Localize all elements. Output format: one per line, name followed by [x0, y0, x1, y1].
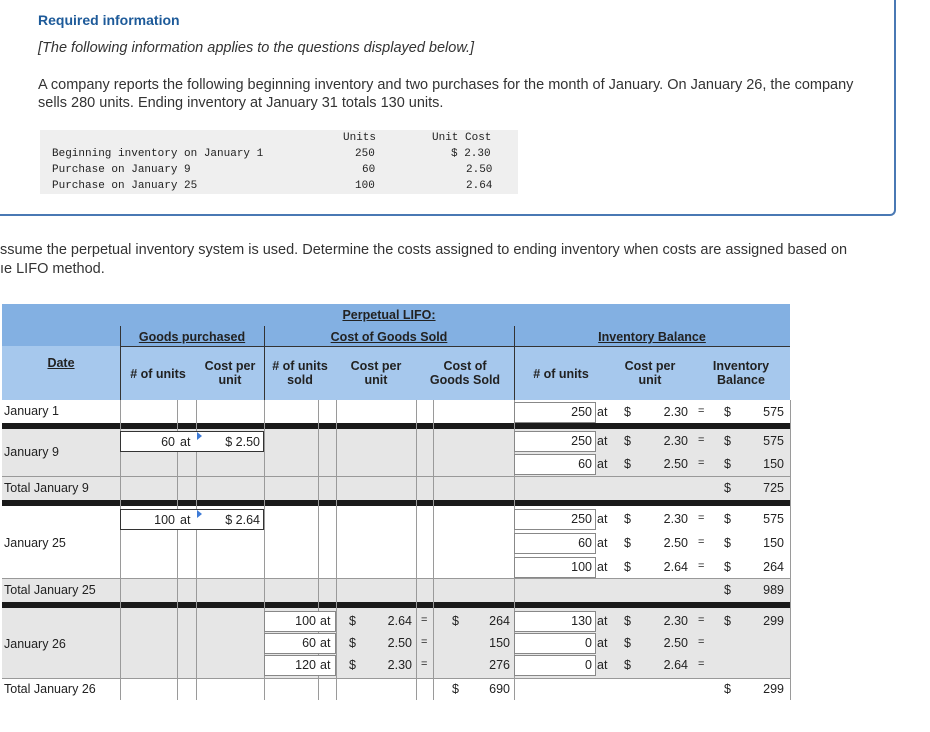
equals-sign: =: [698, 405, 705, 417]
cogs-total: 690: [489, 682, 510, 696]
dollar-sign: $: [349, 636, 356, 650]
dollar-sign: $: [452, 614, 459, 628]
dt-label: Beginning inventory on January 1: [52, 148, 264, 160]
units-sold: 60: [302, 636, 316, 650]
dollar-sign: $: [724, 481, 731, 495]
required-info-title: Required information: [38, 12, 180, 28]
equals-sign: =: [421, 614, 428, 626]
dollar-sign: $: [724, 405, 731, 419]
dt-label: Purchase on January 25: [52, 180, 198, 192]
units-sold: 120: [295, 658, 316, 672]
purchase-units: 60: [161, 435, 175, 449]
inventory-cost: 2.30: [663, 434, 688, 448]
dollar-sign: $: [724, 536, 731, 550]
purchase-cost: $ 2.64: [225, 513, 260, 527]
dollar-sign: $: [624, 434, 631, 448]
question-text: ssume the perpetual inventory system is used. Determine the costs assigned to ending inventory when costs are assigned based on ıe LIFO method.: [0, 242, 848, 277]
total-balance: 989: [763, 583, 784, 597]
dollar-sign: $: [724, 614, 731, 628]
row-label: Total January 9: [4, 481, 89, 495]
dollar-sign: $: [724, 512, 731, 526]
total-balance: 299: [763, 682, 784, 696]
inventory-units: 60: [578, 536, 592, 550]
at-label: at: [597, 512, 608, 526]
inventory-balance: 299: [763, 614, 784, 628]
purchase-units: 100: [154, 513, 175, 527]
header-cogs: Cost of Goods Sold: [330, 330, 448, 344]
dt-units: 100: [355, 180, 375, 192]
dt-units: 250: [355, 148, 375, 160]
equals-sign: =: [698, 536, 705, 548]
at-label: at: [320, 658, 331, 672]
equals-sign: =: [421, 636, 428, 648]
inventory-units: 250: [571, 512, 592, 526]
inventory-cost: 2.30: [663, 405, 688, 419]
inventory-balance: 575: [763, 512, 784, 526]
dt-cost: 2.64: [466, 180, 493, 192]
dollar-sign: $: [624, 614, 631, 628]
cogs-amount: 276: [489, 658, 510, 672]
at-label: at: [597, 434, 608, 448]
header-title: Perpetual LIFO:: [342, 308, 436, 322]
dt-units: 60: [362, 164, 376, 176]
at-label: at: [597, 536, 608, 550]
dollar-sign: $: [624, 405, 631, 419]
equals-sign: =: [698, 560, 705, 572]
dt-cost: $ 2.30: [451, 148, 491, 160]
at-label: at: [597, 457, 608, 471]
units-sold: 100: [295, 614, 316, 628]
given-data-table: [40, 130, 518, 194]
equals-sign: =: [698, 658, 705, 670]
inventory-cost: 2.64: [663, 658, 688, 672]
dollar-sign: $: [349, 658, 356, 672]
sold-cost: 2.64: [387, 614, 412, 628]
row-label: Total January 26: [4, 682, 96, 696]
at-label: at: [597, 614, 608, 628]
inventory-cost: 2.50: [663, 457, 688, 471]
header-inventory-balance: Inventory Balance: [598, 330, 706, 344]
equals-sign: =: [698, 636, 705, 648]
inventory-units: 100: [571, 560, 592, 574]
at-label: at: [180, 513, 191, 527]
intro-text: A company reports the following beginning inventory and two purchases for the month of January. On January 26, the company sells 280 units. Ending inventory at January 31 totals 130 units.: [38, 77, 854, 111]
dollar-sign: $: [349, 614, 356, 628]
row-label: Total January 25: [4, 583, 96, 597]
inventory-balance: 264: [763, 560, 784, 574]
inventory-cost: 2.30: [663, 512, 688, 526]
row-label: January 26: [4, 637, 66, 651]
header-goods-purchased: Goods purchased: [138, 330, 246, 344]
cogs-amount: 150: [489, 636, 510, 650]
header-date: Date: [47, 356, 75, 370]
inventory-units: 250: [571, 434, 592, 448]
dollar-sign: $: [724, 583, 731, 597]
at-label: at: [597, 636, 608, 650]
cogs-amount: 264: [489, 614, 510, 628]
inventory-cost: 2.64: [663, 560, 688, 574]
dollar-sign: $: [624, 457, 631, 471]
row-label: January 1: [4, 404, 59, 418]
inventory-units: 0: [585, 658, 592, 672]
inventory-units: 60: [578, 457, 592, 471]
inventory-balance: 575: [763, 405, 784, 419]
equals-sign: =: [698, 614, 705, 626]
dollar-sign: $: [452, 682, 459, 696]
sold-cost: 2.50: [387, 636, 412, 650]
units-header: Units: [343, 132, 377, 144]
dollar-sign: $: [624, 560, 631, 574]
purchase-cost: $ 2.50: [225, 435, 260, 449]
at-label: at: [320, 614, 331, 628]
equals-sign: =: [698, 434, 705, 446]
dt-label: Purchase on January 9: [52, 164, 191, 176]
inventory-balance: 150: [763, 457, 784, 471]
inventory-balance: 575: [763, 434, 784, 448]
at-label: at: [597, 560, 608, 574]
row-label: January 9: [4, 445, 59, 459]
dollar-sign: $: [724, 682, 731, 696]
inventory-units: 0: [585, 636, 592, 650]
inventory-units: 130: [571, 614, 592, 628]
dollar-sign: $: [624, 636, 631, 650]
inventory-cost: 2.50: [663, 636, 688, 650]
dollar-sign: $: [624, 536, 631, 550]
dollar-sign: $: [724, 560, 731, 574]
dt-cost: 2.50: [466, 164, 493, 176]
dollar-sign: $: [724, 457, 731, 471]
total-balance: 725: [763, 481, 784, 495]
row-label: January 25: [4, 536, 66, 550]
perpetual-lifo-table: Perpetual LIFO: Cost of Goods Sold Goods purchased Inventory Balance Date # of units Cost per unit # of units sold Cost per unit Cost of Goods Sold # of units Cost per unit Inventory Balance January 1 January 9 Total January 9 January 25 Total January 25 January 26 Total January 26 250 at $ 2.30 = $ 575 60 at $ 2.50 250 at $ 2.30 = $ 575 60 at $ 2.50 = $ 150 $ 725 100 at $ 2.64 250 at $ 2.30 = $ 575 60 at $ 2.50 = $ 150 100 at $ 2.64 = $ 264 $ 989 100 at $ 2.64 = $ 264 60 at $ 2.50 = 150 120 at $ 2.30 = 276 130 at $ 2.30 = $ 299 0 at $ 2.50 = 0 at $ 2.64 = $ 690 $ 299: [2, 304, 790, 700]
equals-sign: =: [698, 457, 705, 469]
at-label: at: [597, 658, 608, 672]
at-label: at: [180, 435, 191, 449]
dollar-sign: $: [724, 434, 731, 448]
inventory-cost: 2.30: [663, 614, 688, 628]
equals-sign: =: [698, 512, 705, 524]
inventory-units: 250: [571, 405, 592, 419]
equals-sign: =: [421, 658, 428, 670]
dollar-sign: $: [624, 512, 631, 526]
inventory-cost: 2.50: [663, 536, 688, 550]
dollar-sign: $: [624, 658, 631, 672]
unit-cost-header: Unit Cost: [432, 132, 492, 144]
at-label: at: [320, 636, 331, 650]
inventory-balance: 150: [763, 536, 784, 550]
at-label: at: [597, 405, 608, 419]
sold-cost: 2.30: [387, 658, 412, 672]
follow-note: [The following information applies to the questions displayed below.]: [38, 40, 475, 56]
